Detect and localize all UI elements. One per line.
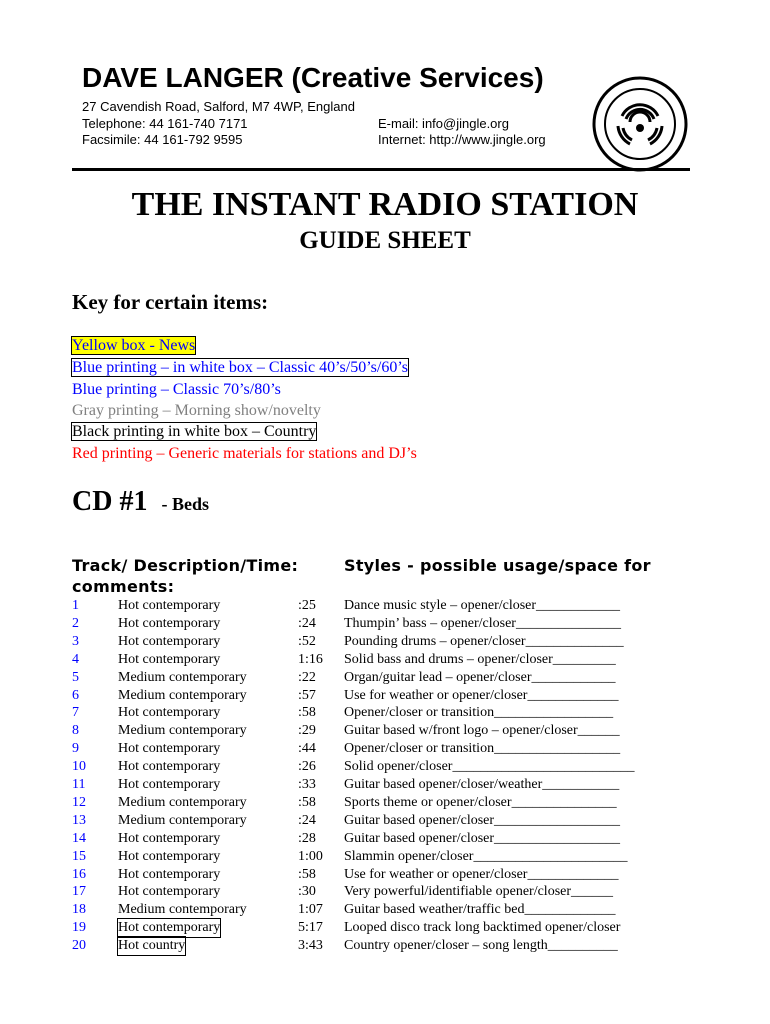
track-number: 2 <box>72 615 79 631</box>
track-number: 15 <box>72 848 86 864</box>
track-style: Dance music style – opener/closer____________ <box>344 598 621 613</box>
track-row <box>0 937 770 955</box>
key-item-label: Black printing in white box – Country <box>72 423 317 440</box>
key-item-label: Yellow box - News <box>72 337 196 354</box>
track-time: 1:07 <box>298 902 323 918</box>
column-heading-comments: comments: <box>72 577 175 596</box>
key-item-country <box>72 422 316 442</box>
track-row <box>0 669 770 687</box>
track-number: 16 <box>72 866 86 882</box>
track-style: Guitar based opener/closer__________________ <box>344 812 621 828</box>
track-style: Use for weather or opener/closer_____________ <box>344 866 619 882</box>
track-number: 8 <box>72 723 79 739</box>
page-subtitle: GUIDE SHEET <box>299 227 471 254</box>
track-number: 6 <box>72 687 79 703</box>
track-style: Organ/guitar lead – opener/closer____________ <box>344 669 616 685</box>
track-row <box>0 776 770 794</box>
track-number: 1 <box>72 598 79 613</box>
track-number: 5 <box>72 669 79 685</box>
track-description: Medium contemporary <box>118 669 247 685</box>
key-item-label: Red printing – Generic materials for stations and DJ’s <box>72 445 417 462</box>
track-number: 9 <box>72 741 79 757</box>
track-style: Solid bass and drums – opener/closer_________ <box>344 651 616 667</box>
track-row <box>0 812 770 830</box>
track-description: Medium contemporary <box>118 723 247 739</box>
track-style: Country opener/closer – song length__________ <box>344 938 618 954</box>
cd-heading <box>72 486 209 518</box>
track-row <box>0 740 770 758</box>
track-description: Hot contemporary <box>118 598 221 613</box>
track-description: Medium contemporary <box>118 902 247 918</box>
track-number: 18 <box>72 902 86 918</box>
track-time: 5:17 <box>298 920 323 936</box>
track-row <box>0 722 770 740</box>
address: 27 Cavendish Road, Salford, M7 4WP, England <box>82 99 355 114</box>
track-row <box>0 794 770 812</box>
track-number: 7 <box>72 705 79 721</box>
track-number: 12 <box>72 794 86 810</box>
track-style: Guitar based w/front logo – opener/closer______ <box>344 723 620 739</box>
cd-subtitle: - Beds <box>161 494 209 514</box>
track-description: Medium contemporary <box>118 794 247 810</box>
track-time: :33 <box>298 777 316 792</box>
column-heading-track: Track/ Description/Time: <box>72 556 299 575</box>
track-description: Hot contemporary <box>118 651 221 667</box>
track-row <box>0 866 770 884</box>
track-time: :52 <box>298 633 316 649</box>
track-description: Hot contemporary <box>118 866 221 882</box>
track-time: :25 <box>298 598 316 613</box>
track-description: Hot contemporary <box>118 884 221 900</box>
track-time: 1:00 <box>298 848 323 864</box>
track-row <box>0 687 770 705</box>
key-item-morning-show <box>72 401 321 421</box>
track-time: :29 <box>298 723 316 739</box>
key-item-classic-40s-60s <box>72 358 408 378</box>
track-style: Guitar based opener/closer/weather___________ <box>344 777 620 792</box>
track-time: 1:16 <box>298 651 323 667</box>
track-time: :58 <box>298 705 316 721</box>
track-description: Hot contemporary <box>118 633 221 649</box>
track-row <box>0 651 770 669</box>
track-row <box>0 901 770 919</box>
track-row <box>0 704 770 722</box>
key-item-generic <box>72 444 417 464</box>
key-item-label: Blue printing – in white box – Classic 40’s/50’s/60’s <box>72 359 408 376</box>
track-style: Pounding drums – opener/closer______________ <box>344 633 624 649</box>
key-item-label: Blue printing – Classic 70’s/80’s <box>72 381 281 398</box>
track-time: :26 <box>298 759 316 775</box>
track-time: 3:43 <box>298 938 323 954</box>
track-number: 13 <box>72 812 86 828</box>
track-description: Hot contemporary <box>118 848 221 864</box>
track-description: Hot contemporary <box>118 830 221 846</box>
track-description: Hot contemporary <box>118 615 221 631</box>
track-description: Hot contemporary <box>118 777 221 792</box>
track-style: Guitar based weather/traffic bed_____________ <box>344 902 616 918</box>
track-style: Opener/closer or transition__________________ <box>344 741 621 757</box>
track-number: 10 <box>72 759 86 775</box>
key-item-classic-70s-80s <box>72 380 281 400</box>
track-description: Hot contemporary <box>118 759 221 775</box>
track-description: Hot contemporary <box>118 705 221 721</box>
track-style: Solid opener/closer__________________________ <box>344 759 635 775</box>
track-style: Sports theme or opener/closer_______________ <box>344 794 617 810</box>
column-heading-styles: Styles - possible usage/space for <box>344 556 651 575</box>
key-heading: Key for certain items: <box>72 290 269 314</box>
track-time: :24 <box>298 812 316 828</box>
track-time: :30 <box>298 884 316 900</box>
track-number: 20 <box>72 938 86 954</box>
track-row <box>0 919 770 937</box>
track-row <box>0 758 770 776</box>
track-time: :22 <box>298 669 316 685</box>
track-number: 17 <box>72 884 86 900</box>
cd-title: CD #1 <box>72 486 148 517</box>
track-style: Looped disco track long backtimed opener/closer <box>344 920 621 936</box>
track-row <box>0 883 770 901</box>
key-item-label: Gray printing – Morning show/novelty <box>72 402 321 419</box>
track-time: :44 <box>298 741 316 757</box>
track-row <box>0 633 770 651</box>
track-number: 4 <box>72 651 79 667</box>
track-description: Medium contemporary <box>118 812 247 828</box>
track-style: Guitar based opener/closer__________________ <box>344 830 621 846</box>
track-time: :58 <box>298 794 316 810</box>
email[interactable]: E-mail: info@jingle.org <box>378 116 509 131</box>
key-item-news <box>72 336 195 356</box>
track-row <box>0 597 770 615</box>
track-number: 14 <box>72 830 86 846</box>
header-divider <box>72 168 690 171</box>
track-number: 3 <box>72 633 79 649</box>
track-description: Hot contemporary <box>118 741 221 757</box>
track-style: Thumpin’ bass – opener/closer_______________ <box>344 615 621 631</box>
track-description: Hot contemporary <box>118 920 221 936</box>
track-time: :24 <box>298 615 316 631</box>
track-number: 11 <box>72 777 86 792</box>
track-time: :28 <box>298 830 316 846</box>
telephone: Telephone: 44 161-740 7171 <box>82 116 248 131</box>
track-style: Very powerful/identifiable opener/closer______ <box>344 884 614 900</box>
track-style: Opener/closer or transition_________________ <box>344 705 614 721</box>
track-row <box>0 848 770 866</box>
radio-reel-logo-icon <box>592 76 688 172</box>
track-time: :58 <box>298 866 316 882</box>
facsimile: Facsimile: 44 161-792 9595 <box>82 132 243 147</box>
track-description: Hot country <box>118 938 186 954</box>
track-row <box>0 830 770 848</box>
track-description: Medium contemporary <box>118 687 247 703</box>
page-title: THE INSTANT RADIO STATION <box>131 186 639 223</box>
track-style: Use for weather or opener/closer_____________ <box>344 687 619 703</box>
track-style: Slammin opener/closer______________________ <box>344 848 628 864</box>
company-name: DAVE LANGER (Creative Services) <box>82 62 544 93</box>
track-number: 19 <box>72 920 86 936</box>
track-time: :57 <box>298 687 316 703</box>
track-row <box>0 615 770 633</box>
internet-link[interactable]: Internet: http://www.jingle.org <box>378 132 546 147</box>
